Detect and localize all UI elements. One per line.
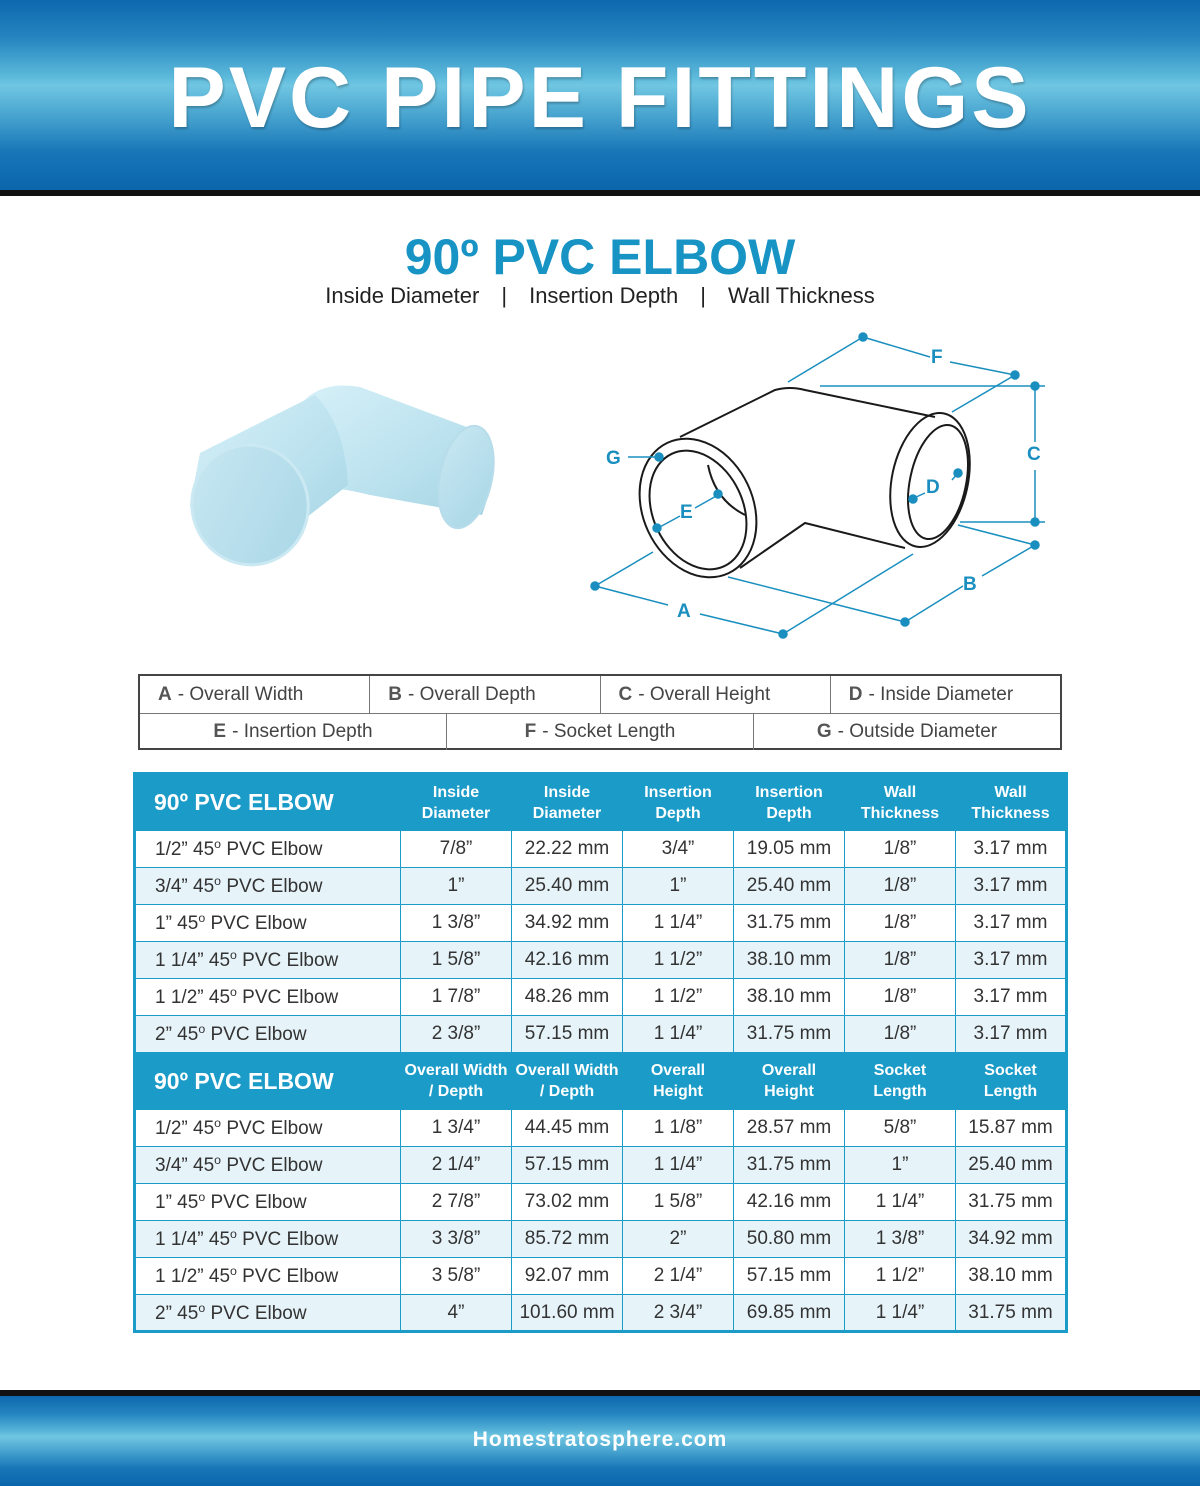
table-cell: 85.72 mm xyxy=(512,1221,623,1258)
table-cell: 31.75 mm xyxy=(734,905,845,942)
header-divider xyxy=(0,190,1200,196)
table-cell: 1 1/4” xyxy=(623,905,734,942)
table-cell: 34.92 mm xyxy=(956,1221,1067,1258)
footer-site-link[interactable]: Homestratosphere.com xyxy=(472,1428,728,1451)
table-cell: 1 1/8” xyxy=(623,1110,734,1147)
table-section-title: 90º PVC ELBOW xyxy=(135,1053,401,1110)
table-cell: 3.17 mm xyxy=(956,979,1067,1016)
table-row xyxy=(135,1110,1067,1147)
legend-item-f: F - Socket Length xyxy=(446,714,753,750)
legend-item-a: A - Overall Width xyxy=(158,683,304,705)
diagram-label-d: D xyxy=(926,477,940,498)
table-cell: 1 3/8” xyxy=(401,905,512,942)
table-cell: 1 1/4” xyxy=(623,1147,734,1184)
subtitle-separator: | xyxy=(501,283,508,308)
table-cell: 3/4” xyxy=(623,831,734,868)
page-title: PVC PIPE FITTINGS xyxy=(168,49,1032,146)
table-cell: 1 5/8” xyxy=(401,942,512,979)
table-cell: 2” xyxy=(623,1221,734,1258)
table-cell: 1” xyxy=(845,1147,956,1184)
table-cell: 1 1/2” xyxy=(623,942,734,979)
table-cell: 1/8” xyxy=(845,942,956,979)
table-cell: 1/8” xyxy=(845,868,956,905)
table-cell: 1/8” xyxy=(845,1016,956,1053)
table-cell: 2 3/8” xyxy=(401,1016,512,1053)
subtitle-item-inside-diameter: Inside Diameter xyxy=(325,283,480,308)
table-cell: 2 1/4” xyxy=(401,1147,512,1184)
table-cell: 44.45 mm xyxy=(512,1110,623,1147)
table-cell: 1 1/2” xyxy=(623,979,734,1016)
fitting-name-cell: 3/4” 45$^o$ PVC Elbow xyxy=(135,868,401,905)
legend-row xyxy=(140,676,1060,713)
table-cell: 3.17 mm xyxy=(956,942,1067,979)
table-row xyxy=(135,942,1067,979)
column-header: Overall Height xyxy=(734,1053,845,1110)
table-cell: 19.05 mm xyxy=(734,831,845,868)
column-header: Socket Length xyxy=(956,1053,1067,1110)
table-cell: 92.07 mm xyxy=(512,1258,623,1295)
legend-item-c: C - Overall Height xyxy=(600,676,830,713)
column-header: Wall Thickness xyxy=(845,774,956,831)
subtitle-item-wall-thickness: Wall Thickness xyxy=(728,283,875,308)
table-cell: 50.80 mm xyxy=(734,1221,845,1258)
column-header: Wall Thickness xyxy=(956,774,1067,831)
fitting-name-cell: 1” 45$^o$ PVC Elbow xyxy=(135,1184,401,1221)
table-row xyxy=(135,1016,1067,1053)
table-cell: 1/8” xyxy=(845,979,956,1016)
table-cell: 25.40 mm xyxy=(956,1147,1067,1184)
header-banner xyxy=(0,0,1200,190)
column-header: Socket Length xyxy=(845,1053,956,1110)
fitting-name-cell: 1/2” 45$^o$ PVC Elbow xyxy=(135,831,401,868)
table-cell: 3 3/8” xyxy=(401,1221,512,1258)
fitting-name-cell: 1 1/4” 45$^o$ PVC Elbow xyxy=(135,1221,401,1258)
diagram-label-a: A xyxy=(677,601,691,622)
footer-banner xyxy=(0,1396,1200,1486)
legend-item-d: D - Inside Diameter xyxy=(830,676,1060,713)
diagram-label-c: C xyxy=(1027,444,1041,465)
table-cell: 38.10 mm xyxy=(734,942,845,979)
dimension-legend xyxy=(138,674,1062,750)
subtitle-separator: | xyxy=(700,283,706,308)
table-cell: 34.92 mm xyxy=(512,905,623,942)
table-cell: 31.75 mm xyxy=(734,1147,845,1184)
legend-item-g: G - Outside Diameter xyxy=(753,714,1060,750)
column-header: Overall Width / Depth xyxy=(512,1053,623,1110)
table-cell: 1 1/4” xyxy=(845,1184,956,1221)
table-cell: 57.15 mm xyxy=(734,1258,845,1295)
fitting-name-cell: 1 1/4” 45$^o$ PVC Elbow xyxy=(135,942,401,979)
table-cell: 3.17 mm xyxy=(956,1016,1067,1053)
table-cell: 2 1/4” xyxy=(623,1258,734,1295)
table-cell: 15.87 mm xyxy=(956,1110,1067,1147)
table-cell: 1/8” xyxy=(845,831,956,868)
table-row xyxy=(135,868,1067,905)
table-cell: 1 3/4” xyxy=(401,1110,512,1147)
table-row xyxy=(135,1258,1067,1295)
table-cell: 48.26 mm xyxy=(512,979,623,1016)
table-cell: 3.17 mm xyxy=(956,868,1067,905)
table-cell: 25.40 mm xyxy=(734,868,845,905)
table-header-row xyxy=(135,774,1067,831)
subtitle-item-insertion-depth: Insertion Depth xyxy=(529,283,679,308)
table-cell: 31.75 mm xyxy=(956,1184,1067,1221)
diagram-label-b: B xyxy=(963,574,977,595)
table-cell: 42.16 mm xyxy=(512,942,623,979)
table-cell: 1 5/8” xyxy=(623,1184,734,1221)
table-cell: 31.75 mm xyxy=(734,1016,845,1053)
table-cell: 1” xyxy=(623,868,734,905)
table-cell: 1 1/2” xyxy=(845,1258,956,1295)
table-section-title: 90º PVC ELBOW xyxy=(135,774,401,831)
table-cell: 57.15 mm xyxy=(512,1147,623,1184)
fitting-name-cell: 2” 45$^o$ PVC Elbow xyxy=(135,1016,401,1053)
table-cell: 1/8” xyxy=(845,905,956,942)
diagram-label-g: G xyxy=(606,448,621,469)
table-cell: 42.16 mm xyxy=(734,1184,845,1221)
table-cell: 7/8” xyxy=(401,831,512,868)
column-header: Inside Diameter xyxy=(401,774,512,831)
table-cell: 73.02 mm xyxy=(512,1184,623,1221)
specifications-table xyxy=(133,772,1068,1333)
column-header: Overall Width / Depth xyxy=(401,1053,512,1110)
table-cell: 5/8” xyxy=(845,1110,956,1147)
table-row xyxy=(135,1295,1067,1332)
column-header: Inside Diameter xyxy=(512,774,623,831)
legend-row xyxy=(140,713,1060,750)
column-header: Overall Height xyxy=(623,1053,734,1110)
table-row xyxy=(135,905,1067,942)
fitting-name-cell: 1 1/2” 45$^o$ PVC Elbow xyxy=(135,979,401,1016)
table-row xyxy=(135,1147,1067,1184)
table-cell: 1 1/4” xyxy=(623,1016,734,1053)
fitting-name-cell: 1/2” 45$^o$ PVC Elbow xyxy=(135,1110,401,1147)
table-cell: 3 5/8” xyxy=(401,1258,512,1295)
table-row xyxy=(135,831,1067,868)
table-cell: 1” xyxy=(401,868,512,905)
table-row xyxy=(135,1221,1067,1258)
table-cell: 57.15 mm xyxy=(512,1016,623,1053)
elbow-product-image xyxy=(170,365,510,580)
table-cell: 4” xyxy=(401,1295,512,1332)
fitting-name-cell: 1” 45$^o$ PVC Elbow xyxy=(135,905,401,942)
table-cell: 69.85 mm xyxy=(734,1295,845,1332)
table-cell: 25.40 mm xyxy=(512,868,623,905)
table-cell: 38.10 mm xyxy=(734,979,845,1016)
table-row xyxy=(135,1184,1067,1221)
table-cell: 3.17 mm xyxy=(956,831,1067,868)
fitting-name-cell: 3/4” 45$^o$ PVC Elbow xyxy=(135,1147,401,1184)
diagram-label-e: E xyxy=(680,502,693,523)
elbow-dimension-diagram xyxy=(580,320,1060,650)
fitting-name-cell: 2” 45$^o$ PVC Elbow xyxy=(135,1295,401,1332)
column-header: Insertion Depth xyxy=(734,774,845,831)
table-cell: 2 3/4” xyxy=(623,1295,734,1332)
table-cell: 28.57 mm xyxy=(734,1110,845,1147)
table-header-row xyxy=(135,1053,1067,1110)
table-cell: 22.22 mm xyxy=(512,831,623,868)
diagram-label-f: F xyxy=(931,347,943,368)
column-header: Insertion Depth xyxy=(623,774,734,831)
table-cell: 31.75 mm xyxy=(956,1295,1067,1332)
table-cell: 2 7/8” xyxy=(401,1184,512,1221)
table-cell: 1 7/8” xyxy=(401,979,512,1016)
legend-item-e: E - Insertion Depth xyxy=(213,721,373,742)
table-cell: 1 3/8” xyxy=(845,1221,956,1258)
section-title: 90º PVC ELBOW xyxy=(404,229,796,285)
table-cell: 1 1/4” xyxy=(845,1295,956,1332)
table-cell: 3.17 mm xyxy=(956,905,1067,942)
table-cell: 38.10 mm xyxy=(956,1258,1067,1295)
table-cell: 101.60 mm xyxy=(512,1295,623,1332)
table-row xyxy=(135,979,1067,1016)
legend-item-b: B - Overall Depth xyxy=(369,676,599,713)
fitting-name-cell: 1 1/2” 45$^o$ PVC Elbow xyxy=(135,1258,401,1295)
section-subtitle xyxy=(0,283,1200,309)
